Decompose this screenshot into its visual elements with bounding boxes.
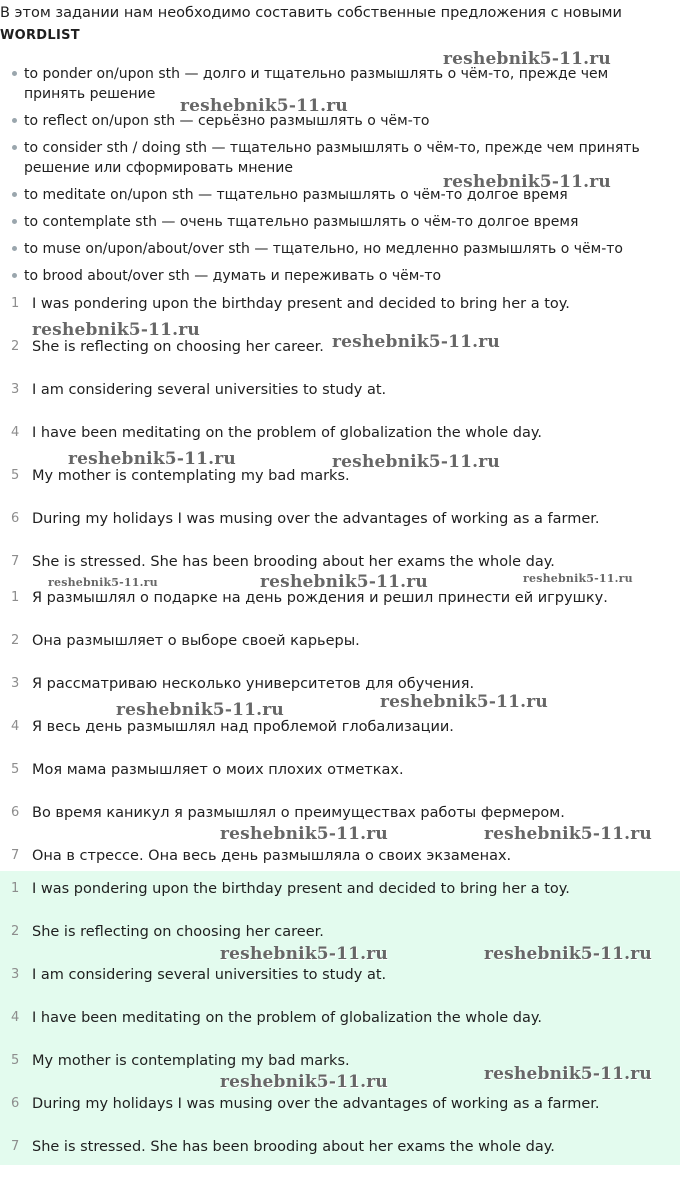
sentence-row xyxy=(0,1094,680,1137)
wordlist-item: to ponder on/upon sth — долго и тщательно размышлять о чём-то, прежде чем принять решение xyxy=(12,64,672,104)
sentence-number: 5 xyxy=(11,1053,20,1068)
sentence-text: During my holidays I was musing over the advantages of working as a farmer. xyxy=(32,1096,600,1112)
sentence-number: 1 xyxy=(11,881,20,896)
watermark: reshebnik5-11.ru xyxy=(332,452,500,472)
bullet-icon xyxy=(12,273,17,278)
sentence-text: Она размышляет о выборе своей карьеры. xyxy=(32,633,360,649)
sentence-text: Моя мама размышляет о моих плохих отметках. xyxy=(32,762,404,778)
sentence-number: 6 xyxy=(11,805,20,820)
sentence-text: I am considering several universities to study at. xyxy=(32,967,387,983)
sentence-text: She is stressed. She has been brooding about her exams the whole day. xyxy=(32,1139,555,1155)
watermark: reshebnik5-11.ru xyxy=(332,332,500,352)
bullet-icon xyxy=(12,219,17,224)
bullet-icon xyxy=(12,246,17,251)
sentence-text: Я рассматриваю несколько университетов для обучения. xyxy=(32,676,475,692)
bullet-icon xyxy=(12,118,17,123)
sentence-row xyxy=(0,760,680,803)
sentence-number: 5 xyxy=(11,468,20,483)
bullet-icon xyxy=(12,145,17,150)
watermark: reshebnik5-11.ru xyxy=(48,576,158,589)
sentence-text: I was pondering upon the birthday present and decided to bring her a toy. xyxy=(32,881,570,897)
sentence-text: She is reflecting on choosing her career. xyxy=(32,339,324,355)
sentence-text: Я размышлял о подарке на день рождения и решил принести ей игрушку. xyxy=(32,590,608,606)
sentence-number: 4 xyxy=(11,425,20,440)
sentence-number: 3 xyxy=(11,676,20,691)
sentence-row xyxy=(0,674,680,717)
watermark: reshebnik5-11.ru xyxy=(116,700,284,720)
sentence-number: 3 xyxy=(11,382,20,397)
wordlist-item: to meditate on/upon sth — тщательно размышлять о чём-то долгое время xyxy=(12,185,672,205)
wordlist-item: to brood about/over sth — думать и переживать о чём-то xyxy=(12,266,672,286)
sentence-text: During my holidays I was musing over the advantages of working as a farmer. xyxy=(32,511,600,527)
sentence-number: 6 xyxy=(11,1096,20,1111)
watermark: reshebnik5-11.ru xyxy=(523,572,633,585)
wordlist-item: to muse on/upon/about/over sth — тщательно, но медленно размышлять о чём-то xyxy=(12,239,672,259)
bullet-icon xyxy=(12,192,17,197)
sentence-text: My mother is contemplating my bad marks. xyxy=(32,468,350,484)
wordlist-item: to reflect on/upon sth — серьёзно размышлять о чём-то xyxy=(12,111,672,131)
sentence-row xyxy=(0,965,680,1008)
sentence-number: 1 xyxy=(11,296,20,311)
watermark: reshebnik5-11.ru xyxy=(380,692,548,712)
watermark: reshebnik5-11.ru xyxy=(484,824,652,844)
watermark: reshebnik5-11.ru xyxy=(443,49,611,69)
wordlist-title: WORDLIST xyxy=(0,28,80,43)
sentence-text: I have been meditating on the problem of globalization the whole day. xyxy=(32,1010,542,1026)
watermark: reshebnik5-11.ru xyxy=(220,944,388,964)
sentence-row xyxy=(0,1008,680,1051)
sentence-number: 7 xyxy=(11,848,20,863)
sentence-row xyxy=(0,466,680,509)
sentence-row xyxy=(0,509,680,552)
sentence-text: I am considering several universities to study at. xyxy=(32,382,387,398)
bullet-icon xyxy=(12,71,17,76)
sentence-number: 4 xyxy=(11,1010,20,1025)
watermark: reshebnik5-11.ru xyxy=(68,449,236,469)
watermark: reshebnik5-11.ru xyxy=(220,1072,388,1092)
sentence-text: She is reflecting on choosing her career. xyxy=(32,924,324,940)
sentence-text: She is stressed. She has been brooding about her exams the whole day. xyxy=(32,554,555,570)
sentence-text: Она в стрессе. Она весь день размышляла о своих экзаменах. xyxy=(32,848,512,864)
sentence-number: 4 xyxy=(11,719,20,734)
sentence-text: Я весь день размышлял над проблемой глобализации. xyxy=(32,719,454,735)
watermark: reshebnik5-11.ru xyxy=(443,172,611,192)
wordlist-item: to contemplate sth — очень тщательно размышлять о чём-то долгое время xyxy=(12,212,672,232)
watermark: reshebnik5-11.ru xyxy=(484,944,652,964)
sentence-row xyxy=(0,380,680,423)
watermark: reshebnik5-11.ru xyxy=(220,824,388,844)
sentence-number: 1 xyxy=(11,590,20,605)
sentence-number: 2 xyxy=(11,924,20,939)
watermark: reshebnik5-11.ru xyxy=(260,572,428,592)
sentence-text: My mother is contemplating my bad marks. xyxy=(32,1053,350,1069)
sentence-number: 7 xyxy=(11,1139,20,1154)
intro-text: В этом задании нам необходимо составить собственные предложения с новыми xyxy=(0,5,622,21)
sentence-row xyxy=(0,717,680,760)
sentence-text: Во время каникул я размышлял о преимуществах работы фермером. xyxy=(32,805,565,821)
sentence-text: I have been meditating on the problem of globalization the whole day. xyxy=(32,425,542,441)
sentence-row xyxy=(0,879,680,922)
english-sentences-repeat xyxy=(0,879,680,1180)
sentence-row xyxy=(0,1137,680,1180)
sentence-number: 2 xyxy=(11,339,20,354)
sentence-row xyxy=(0,588,680,631)
sentence-number: 7 xyxy=(11,554,20,569)
watermark: reshebnik5-11.ru xyxy=(484,1064,652,1084)
watermark: reshebnik5-11.ru xyxy=(32,320,200,340)
sentence-text: I was pondering upon the birthday present and decided to bring her a toy. xyxy=(32,296,570,312)
watermark: reshebnik5-11.ru xyxy=(180,96,348,116)
sentence-number: 6 xyxy=(11,511,20,526)
sentence-number: 2 xyxy=(11,633,20,648)
sentence-number: 5 xyxy=(11,762,20,777)
sentence-number: 3 xyxy=(11,967,20,982)
sentence-row xyxy=(0,631,680,674)
wordlist-item: to consider sth / doing sth — тщательно размышлять о чём-то, прежде чем принять решение или сформировать мнение xyxy=(12,138,672,178)
